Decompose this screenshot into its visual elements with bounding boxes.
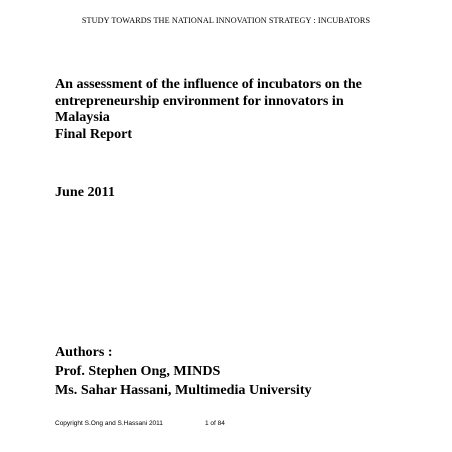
authors-heading: Authors : [55, 344, 113, 360]
report-date: June 2011 [55, 184, 115, 200]
report-title [55, 76, 405, 126]
report-subtitle: Final Report [55, 126, 133, 142]
running-header: STUDY TOWARDS THE NATIONAL INNOVATION STRATEGY : INCUBATORS [81, 16, 371, 25]
author-2: Ms. Sahar Hassani, Multimedia University [55, 382, 312, 398]
page-footer [55, 420, 225, 427]
authors-block [55, 343, 312, 400]
report-title-line-3: Malaysia [55, 109, 110, 125]
copyright-notice: Copyright S.Ong and S.Hassani 2011 [55, 420, 163, 427]
author-1: Prof. Stephen Ong, MINDS [55, 363, 221, 379]
page-number: 1 of 84 [205, 420, 225, 427]
report-title-line-1: An assessment of the influence of incubators on the [55, 76, 362, 92]
report-title-line-2: entrepreneurship environment for innovators in [55, 92, 344, 109]
